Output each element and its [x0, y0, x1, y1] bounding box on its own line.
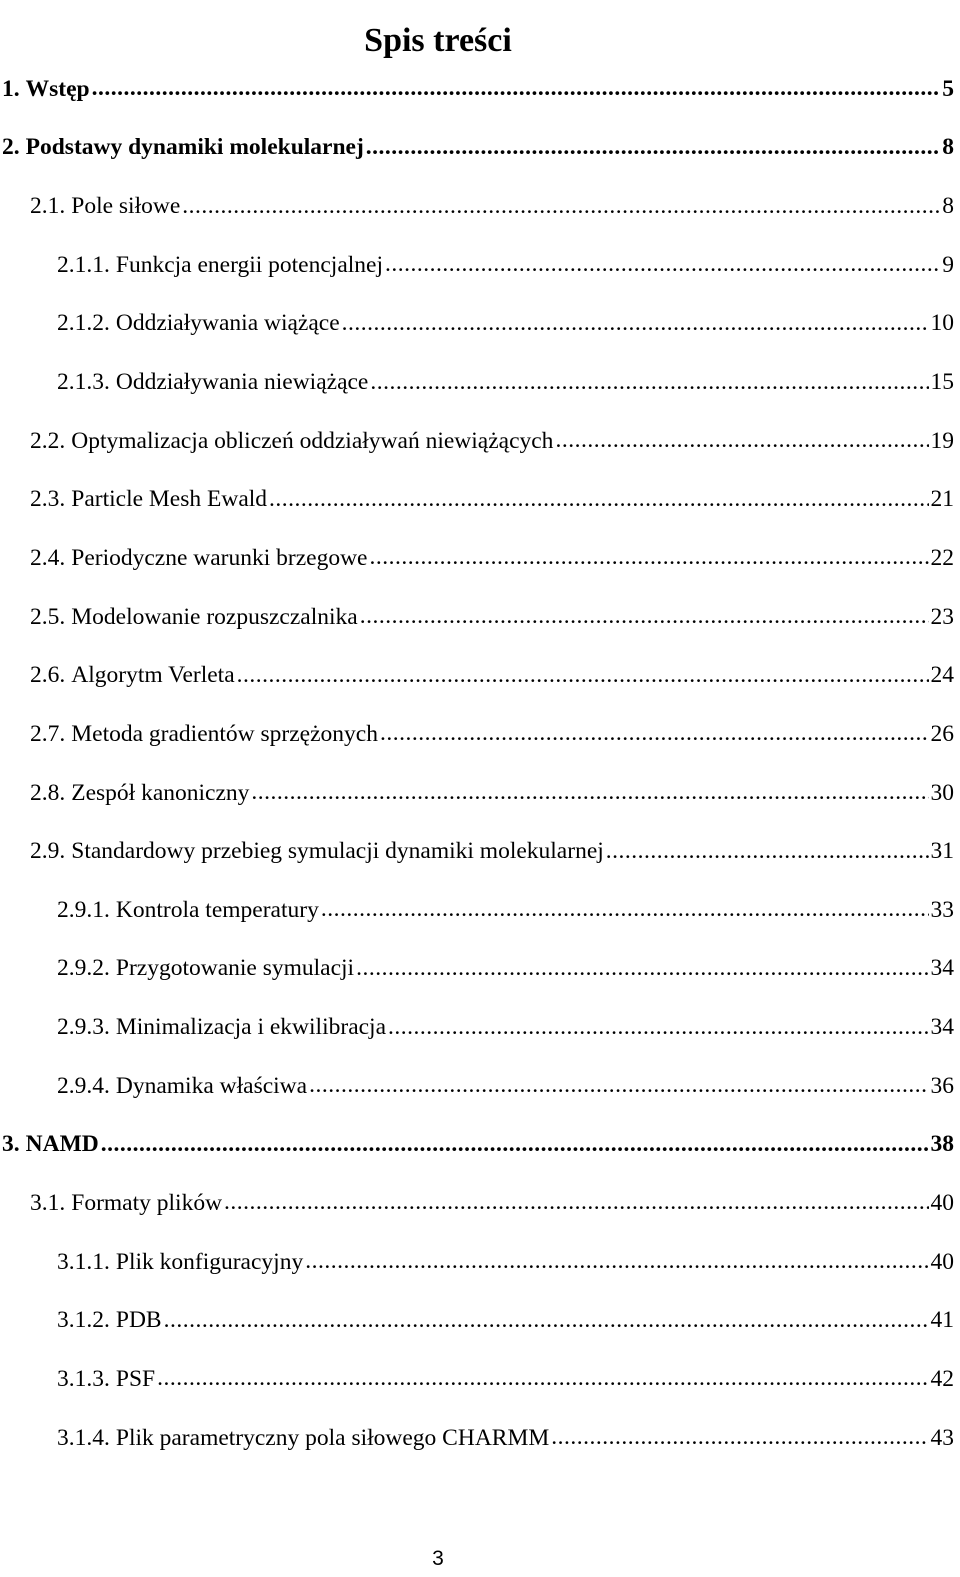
- toc-entry-page: 36: [930, 1072, 954, 1099]
- toc-entry-page: 23: [930, 603, 954, 630]
- toc-entry-page: 15: [930, 369, 954, 396]
- toc-entry-title: Modelowanie rozpuszczalnika: [71, 603, 358, 630]
- toc-entry[interactable]: [0, 705, 960, 764]
- toc-entry[interactable]: [0, 1057, 960, 1116]
- toc-entry[interactable]: [0, 588, 960, 647]
- toc-entry-page: 10: [930, 310, 954, 337]
- dot-leader: [366, 135, 940, 161]
- toc-entry-number: 2.6.: [30, 662, 66, 689]
- dot-leader: [309, 1073, 928, 1099]
- dot-leader: [157, 1366, 928, 1392]
- dot-leader: [269, 487, 928, 513]
- toc-entry-title: Funkcja energii potencjalnej: [115, 251, 383, 278]
- toc-entry-page: 38: [930, 1131, 954, 1158]
- toc-entry-page: 42: [930, 1365, 954, 1392]
- toc-entry-page: 41: [930, 1307, 954, 1334]
- dot-leader: [182, 194, 940, 220]
- toc-entry-number: 2.9.3.: [57, 1014, 110, 1041]
- page-title: Spis treści: [364, 21, 512, 59]
- toc-entry-number: 2.5.: [30, 603, 66, 630]
- dot-leader: [251, 780, 928, 806]
- dot-leader: [606, 839, 929, 865]
- toc-entry-number: 2.2.: [30, 427, 66, 454]
- dot-leader: [555, 428, 928, 454]
- toc-entry[interactable]: [0, 295, 960, 354]
- dot-leader: [370, 370, 928, 396]
- toc-entry-number: 2.3.: [30, 486, 66, 513]
- toc-entry-number: 3.1.2.: [57, 1307, 110, 1334]
- toc-entry-number: 2.9.: [30, 838, 66, 865]
- toc-entry[interactable]: [0, 60, 960, 119]
- toc-entry-page: 8: [942, 193, 954, 220]
- toc-entry-page: 22: [930, 544, 954, 571]
- toc-entry-number: 2.1.2.: [57, 310, 110, 337]
- toc-entry-title: Periodyczne warunki brzegowe: [71, 544, 368, 571]
- toc-entry[interactable]: [0, 940, 960, 999]
- toc-entry[interactable]: [0, 119, 960, 178]
- dot-leader: [164, 1308, 929, 1334]
- toc-entry-number: 2.8.: [30, 779, 66, 806]
- toc-entry-page: 8: [942, 134, 954, 161]
- toc-entry[interactable]: [0, 998, 960, 1057]
- toc-entry-page: 26: [930, 720, 954, 747]
- toc-entry-title: Metoda gradientów sprzężonych: [71, 720, 378, 747]
- toc-entry[interactable]: [0, 353, 960, 412]
- toc-entry-title: PSF: [115, 1365, 156, 1392]
- toc-entry[interactable]: [0, 470, 960, 529]
- toc-entry[interactable]: [0, 1233, 960, 1292]
- toc-entry-title: Formaty plików: [71, 1189, 223, 1216]
- toc-entry-title: Plik konfiguracyjny: [115, 1248, 304, 1275]
- toc-entry-page: 40: [930, 1248, 954, 1275]
- toc-entry-page: 19: [930, 427, 954, 454]
- toc-entry-page: 5: [942, 75, 954, 102]
- toc-entry-number: 1.: [2, 75, 20, 102]
- toc-entry-number: 2.1.1.: [57, 251, 110, 278]
- dot-leader: [385, 252, 940, 278]
- toc-entry[interactable]: [0, 412, 960, 471]
- toc-entry-number: 3.: [2, 1131, 20, 1158]
- toc-entry-title: Pole siłowe: [71, 193, 181, 220]
- toc-entry-number: 3.1.1.: [57, 1248, 110, 1275]
- toc-entry-number: 2.7.: [30, 720, 66, 747]
- toc-entry-title: Algorytm Verleta: [71, 662, 235, 689]
- toc-entry-title: Particle Mesh Ewald: [71, 486, 268, 513]
- toc-entry[interactable]: [0, 822, 960, 881]
- toc-entry-page: 30: [930, 779, 954, 806]
- toc-entry-number: 2.1.: [30, 193, 66, 220]
- toc-entry-title: NAMD: [25, 1131, 99, 1158]
- toc-entry[interactable]: [0, 177, 960, 236]
- toc-entry-number: 2.9.2.: [57, 955, 110, 982]
- dot-leader: [370, 545, 929, 571]
- toc-entry-number: 2.1.3.: [57, 369, 110, 396]
- toc-entry[interactable]: [0, 1116, 960, 1175]
- toc-entry-title: Oddziaływania niewiążące: [115, 369, 369, 396]
- toc-entry-page: 21: [930, 486, 954, 513]
- toc-entry-number: 3.1.: [30, 1189, 66, 1216]
- toc-entry-title: Plik parametryczny pola siłowego CHARMM: [115, 1424, 550, 1451]
- toc-entry-title: Podstawy dynamiki molekularnej: [25, 134, 364, 161]
- dot-leader: [321, 897, 929, 923]
- toc-entry-title: PDB: [115, 1307, 162, 1334]
- toc-entry-title: Zespół kanoniczny: [71, 779, 250, 806]
- toc-entry[interactable]: [0, 1174, 960, 1233]
- toc-entry[interactable]: [0, 236, 960, 295]
- dot-leader: [360, 604, 929, 630]
- toc-entry-title: Minimalizacja i ekwilibracja: [115, 1014, 387, 1041]
- toc-entry-title: Dynamika właściwa: [115, 1072, 308, 1099]
- toc-entry-page: 43: [930, 1424, 954, 1451]
- toc-entry-number: 2.4.: [30, 544, 66, 571]
- toc-entry-title: Optymalizacja obliczeń oddziaływań niewiążących: [71, 427, 554, 454]
- toc-entry-page: 9: [942, 251, 954, 278]
- toc-entry-page: 34: [930, 955, 954, 982]
- dot-leader: [551, 1425, 928, 1451]
- toc-entry[interactable]: [0, 1350, 960, 1409]
- dot-leader: [237, 663, 929, 689]
- toc-entry-title: Przygotowanie symulacji: [115, 955, 355, 982]
- table-of-contents: [0, 60, 960, 1467]
- toc-entry-number: 2.9.1.: [57, 896, 110, 923]
- toc-entry-title: Kontrola temperatury: [115, 896, 319, 923]
- toc-entry-title: Oddziaływania wiążące: [115, 310, 340, 337]
- dot-leader: [388, 1015, 928, 1041]
- toc-entry-page: 34: [930, 1014, 954, 1041]
- dot-leader: [101, 1132, 929, 1158]
- toc-entry[interactable]: [0, 1291, 960, 1350]
- dot-leader: [342, 311, 929, 337]
- toc-entry-number: 3.1.4.: [57, 1424, 110, 1451]
- toc-entry[interactable]: [0, 529, 960, 588]
- toc-entry-page: 40: [930, 1189, 954, 1216]
- page-number: 3: [432, 1547, 444, 1570]
- toc-entry-page: 33: [930, 896, 954, 923]
- toc-entry[interactable]: [0, 764, 960, 823]
- toc-entry-page: 24: [930, 662, 954, 689]
- toc-entry[interactable]: [0, 1409, 960, 1468]
- dot-leader: [356, 956, 928, 982]
- toc-entry-number: 2.: [2, 134, 20, 161]
- toc-entry-number: 3.1.3.: [57, 1365, 110, 1392]
- dot-leader: [380, 721, 929, 747]
- dot-leader: [92, 76, 941, 102]
- toc-entry-title: Wstęp: [25, 75, 90, 102]
- toc-entry[interactable]: [0, 646, 960, 705]
- toc-entry-number: 2.9.4.: [57, 1072, 110, 1099]
- toc-entry[interactable]: [0, 881, 960, 940]
- toc-entry-title: Standardowy przebieg symulacji dynamiki molekularnej: [71, 838, 604, 865]
- dot-leader: [224, 1190, 928, 1216]
- dot-leader: [305, 1249, 928, 1275]
- toc-entry-page: 31: [930, 838, 954, 865]
